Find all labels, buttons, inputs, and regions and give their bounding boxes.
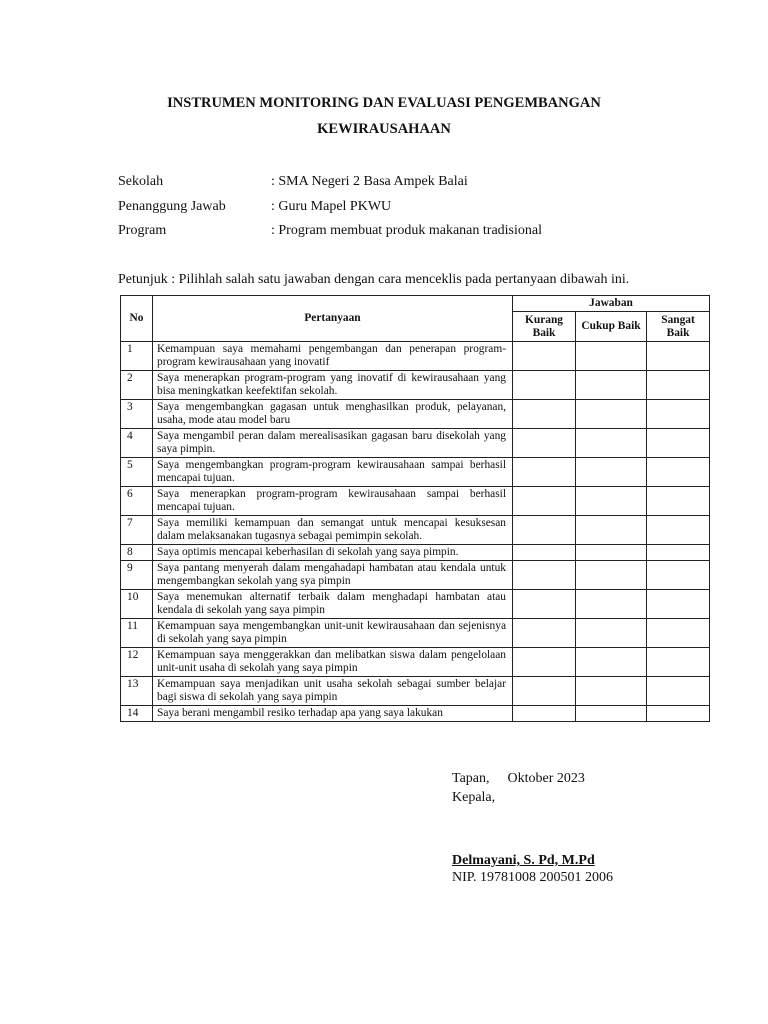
table-row (121, 706, 710, 722)
info-value-school: : SMA Negeri 2 Basa Ampek Balai (271, 174, 468, 189)
answer-cell-kurang-baik[interactable] (513, 677, 576, 706)
table-row (121, 458, 710, 487)
answer-cell-sangat-baik[interactable] (647, 561, 710, 590)
signature-name: Delmayani, S. Pd, M.Pd (452, 853, 595, 868)
answer-cell-sangat-baik[interactable] (647, 371, 710, 400)
answer-cell-kurang-baik[interactable] (513, 487, 576, 516)
answer-cell-sangat-baik[interactable] (647, 677, 710, 706)
row-question: Kemampuan saya memahami pengembangan dan penerapan program-program kewirausahaan yang inovatif (153, 342, 513, 371)
row-number: 9 (121, 561, 153, 590)
table-row (121, 487, 710, 516)
row-number: 3 (121, 400, 153, 429)
row-question: Saya mengambil peran dalam merealisasikan gagasan baru disekolah yang saya pimpin. (153, 429, 513, 458)
info-value-responsible: : Guru Mapel PKWU (271, 199, 392, 214)
answer-cell-sangat-baik[interactable] (647, 516, 710, 545)
answer-cell-sangat-baik[interactable] (647, 706, 710, 722)
answer-cell-kurang-baik[interactable] (513, 342, 576, 371)
row-question: Saya berani mengambil resiko terhadap apa yang saya lakukan (153, 706, 513, 722)
answer-cell-sangat-baik[interactable] (647, 545, 710, 561)
document-title-line1: INSTRUMEN MONITORING DAN EVALUASI PENGEMBANGAN (167, 95, 601, 111)
answer-cell-kurang-baik[interactable] (513, 429, 576, 458)
answer-cell-cukup-baik[interactable] (576, 400, 647, 429)
answer-cell-cukup-baik[interactable] (576, 371, 647, 400)
answer-cell-sangat-baik[interactable] (647, 458, 710, 487)
row-question: Saya mengembangkan program-program kewirausahaan sampai berhasil mencapai tujuan. (153, 458, 513, 487)
table-row (121, 619, 710, 648)
answer-cell-kurang-baik[interactable] (513, 371, 576, 400)
table-row (121, 648, 710, 677)
answer-cell-kurang-baik[interactable] (513, 619, 576, 648)
header-option-cukup-baik: Cukup Baik (576, 312, 647, 342)
signature-role: Kepala, (452, 790, 496, 805)
answer-cell-kurang-baik[interactable] (513, 400, 576, 429)
row-question: Saya menerapkan program-program yang inovatif di kewirausahaan yang bisa meningkatkan keefektifan sekolah. (153, 371, 513, 400)
answer-cell-kurang-baik[interactable] (513, 706, 576, 722)
answer-cell-cukup-baik[interactable] (576, 677, 647, 706)
answer-cell-kurang-baik[interactable] (513, 590, 576, 619)
answer-cell-cukup-baik[interactable] (576, 561, 647, 590)
row-number: 5 (121, 458, 153, 487)
signature-place-date (452, 771, 585, 787)
row-number: 6 (121, 487, 153, 516)
answer-cell-cukup-baik[interactable] (576, 429, 647, 458)
answer-cell-cukup-baik[interactable] (576, 458, 647, 487)
info-value-program: : Program membuat produk makanan tradisional (271, 223, 542, 238)
answer-cell-cukup-baik[interactable] (576, 590, 647, 619)
document-title-line2: KEWIRAUSAHAAN (317, 121, 451, 137)
row-number: 13 (121, 677, 153, 706)
row-number: 1 (121, 342, 153, 371)
table-row (121, 342, 710, 371)
header-question: Pertanyaan (153, 296, 513, 342)
signature-nip: NIP. 19781008 200501 2006 (452, 870, 614, 885)
row-number: 8 (121, 545, 153, 561)
info-label-program: Program (118, 223, 167, 238)
table-row (121, 429, 710, 458)
header-option-kurang-baik: Kurang Baik (513, 312, 576, 342)
answer-cell-sangat-baik[interactable] (647, 619, 710, 648)
signature-place: Tapan, (452, 771, 490, 786)
table-row (121, 516, 710, 545)
row-question: Saya mengembangkan gagasan untuk menghasilkan produk, pelayanan, usaha, mode atau model baru (153, 400, 513, 429)
answer-cell-sangat-baik[interactable] (647, 342, 710, 371)
answer-cell-sangat-baik[interactable] (647, 487, 710, 516)
answer-cell-kurang-baik[interactable] (513, 561, 576, 590)
answer-cell-kurang-baik[interactable] (513, 516, 576, 545)
table-row (121, 590, 710, 619)
row-number: 14 (121, 706, 153, 722)
answer-cell-sangat-baik[interactable] (647, 590, 710, 619)
answer-cell-cukup-baik[interactable] (576, 706, 647, 722)
table-row (121, 545, 710, 561)
info-label-school: Sekolah (118, 174, 164, 189)
answer-cell-kurang-baik[interactable] (513, 648, 576, 677)
row-number: 7 (121, 516, 153, 545)
row-question: Saya optimis mencapai keberhasilan di sekolah yang saya pimpin. (153, 545, 513, 561)
answer-cell-cukup-baik[interactable] (576, 516, 647, 545)
row-number: 10 (121, 590, 153, 619)
table-row (121, 400, 710, 429)
answer-cell-sangat-baik[interactable] (647, 648, 710, 677)
table-row (121, 677, 710, 706)
answer-cell-kurang-baik[interactable] (513, 458, 576, 487)
evaluation-table (120, 295, 710, 722)
signature-date: Oktober 2023 (507, 771, 585, 786)
answer-cell-cukup-baik[interactable] (576, 487, 647, 516)
header-option-sangat-baik: Sangat Baik (647, 312, 710, 342)
row-question: Saya pantang menyerah dalam mengahadapi hambatan atau kendala untuk mengembangkan sekolah yang sya pimpin (153, 561, 513, 590)
header-no: No (121, 296, 153, 342)
row-number: 4 (121, 429, 153, 458)
row-question: Saya menemukan alternatif terbaik dalam menghadapi hambatan atau kendala di sekolah yang saya pimpin (153, 590, 513, 619)
header-answer: Jawaban (513, 296, 710, 312)
instruction-text: Petunjuk : Pilihlah salah satu jawaban dengan cara menceklis pada pertanyaan dibawah ini. (118, 272, 630, 287)
answer-cell-cukup-baik[interactable] (576, 545, 647, 561)
row-question: Saya memiliki kemampuan dan semangat untuk mencapai kesuksesan dalam melaksanakan tugasnya sebagai pemimpin sekolah. (153, 516, 513, 545)
info-label-responsible: Penanggung Jawab (118, 199, 226, 214)
row-question: Saya menerapkan program-program kewirausahaan sampai berhasil mencapai tujuan. (153, 487, 513, 516)
table-row (121, 561, 710, 590)
row-question: Kemampuan saya menjadikan unit usaha sekolah sebagai sumber belajar bagi siswa di sekolah yang saya pimpin (153, 677, 513, 706)
answer-cell-cukup-baik[interactable] (576, 648, 647, 677)
row-question: Kemampuan saya menggerakkan dan melibatkan siswa dalam pengelolaan unit-unit usaha di sekolah yang saya pimpin (153, 648, 513, 677)
answer-cell-sangat-baik[interactable] (647, 429, 710, 458)
row-number: 12 (121, 648, 153, 677)
answer-cell-sangat-baik[interactable] (647, 400, 710, 429)
row-number: 2 (121, 371, 153, 400)
answer-cell-cukup-baik[interactable] (576, 342, 647, 371)
answer-cell-kurang-baik[interactable] (513, 545, 576, 561)
row-number: 11 (121, 619, 153, 648)
answer-cell-cukup-baik[interactable] (576, 619, 647, 648)
row-question: Kemampuan saya mengembangkan unit-unit kewirausahaan dan sejenisnya di sekolah yang saya pimpin (153, 619, 513, 648)
table-row (121, 371, 710, 400)
